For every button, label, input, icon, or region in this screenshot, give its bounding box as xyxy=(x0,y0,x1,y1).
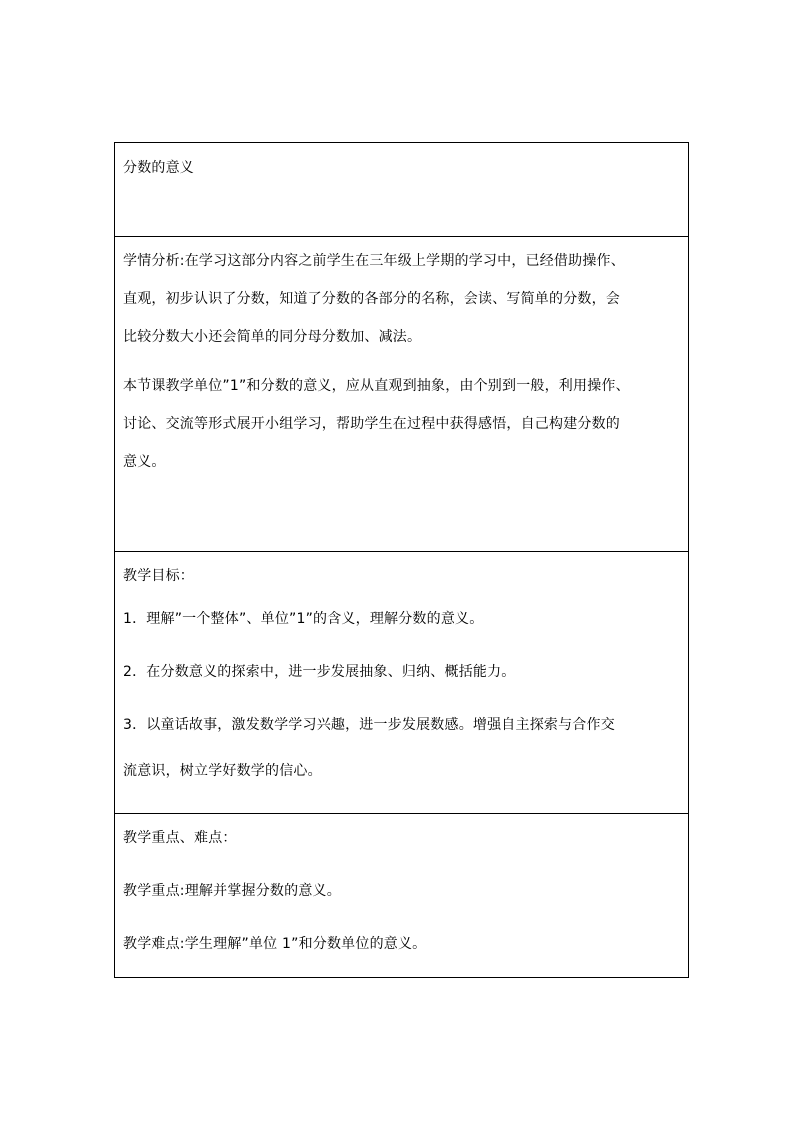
key-points-heading: 教学重点、难点： xyxy=(123,830,237,846)
goal-item-3 xyxy=(123,715,680,781)
analysis-line: 直观，初步认识了分数，知道了分数的各部分的名称，会读、写简单的分数，会 xyxy=(123,291,620,307)
lesson-title: 分数的意义 xyxy=(123,160,194,176)
goals-heading: 教学目标： xyxy=(123,568,194,584)
analysis-line: 讨论、交流等形式展开小组学习，帮助学生在过程中获得感悟，自己构建分数的 xyxy=(123,416,620,432)
key-points-cell xyxy=(115,813,688,977)
goal-item-3-line-2: 流意识，树立学好数学的信心。 xyxy=(123,763,322,779)
analysis-paragraph-2 xyxy=(123,367,680,481)
analysis-line: 本节课教学单位”1”和分数的意义，应从直观到抽象，由个别到一般，利用操作、 xyxy=(123,378,630,394)
goal-item-1: 1．理解”一个整体”、单位”1”的含义，理解分数的意义。 xyxy=(123,611,484,627)
goal-item-3-line-1: 3．以童话故事，激发数学学习兴趣，进一步发展数感。增强自主探索与合作交 xyxy=(123,717,615,733)
analysis-cell xyxy=(115,236,688,551)
goals-cell xyxy=(115,551,688,813)
analysis-line: 学情分析:在学习这部分内容之前学生在三年级上学期的学习中，已经借助操作、 xyxy=(123,253,625,269)
goal-item-2: 2．在分数意义的探索中，进一步发展抽象、归纳、概括能力。 xyxy=(123,664,516,680)
teaching-focus: 教学重点:理解并掌握分数的意义。 xyxy=(123,883,341,899)
teaching-difficulty: 教学难点:学生理解”单位 1”和分数单位的意义。 xyxy=(123,936,427,952)
analysis-line: 比较分数大小还会简单的同分母分数加、减法。 xyxy=(123,329,422,345)
lesson-plan-table xyxy=(114,142,689,978)
analysis-paragraph-1 xyxy=(123,242,680,356)
title-cell xyxy=(115,143,688,236)
analysis-line: 意义。 xyxy=(123,454,166,470)
